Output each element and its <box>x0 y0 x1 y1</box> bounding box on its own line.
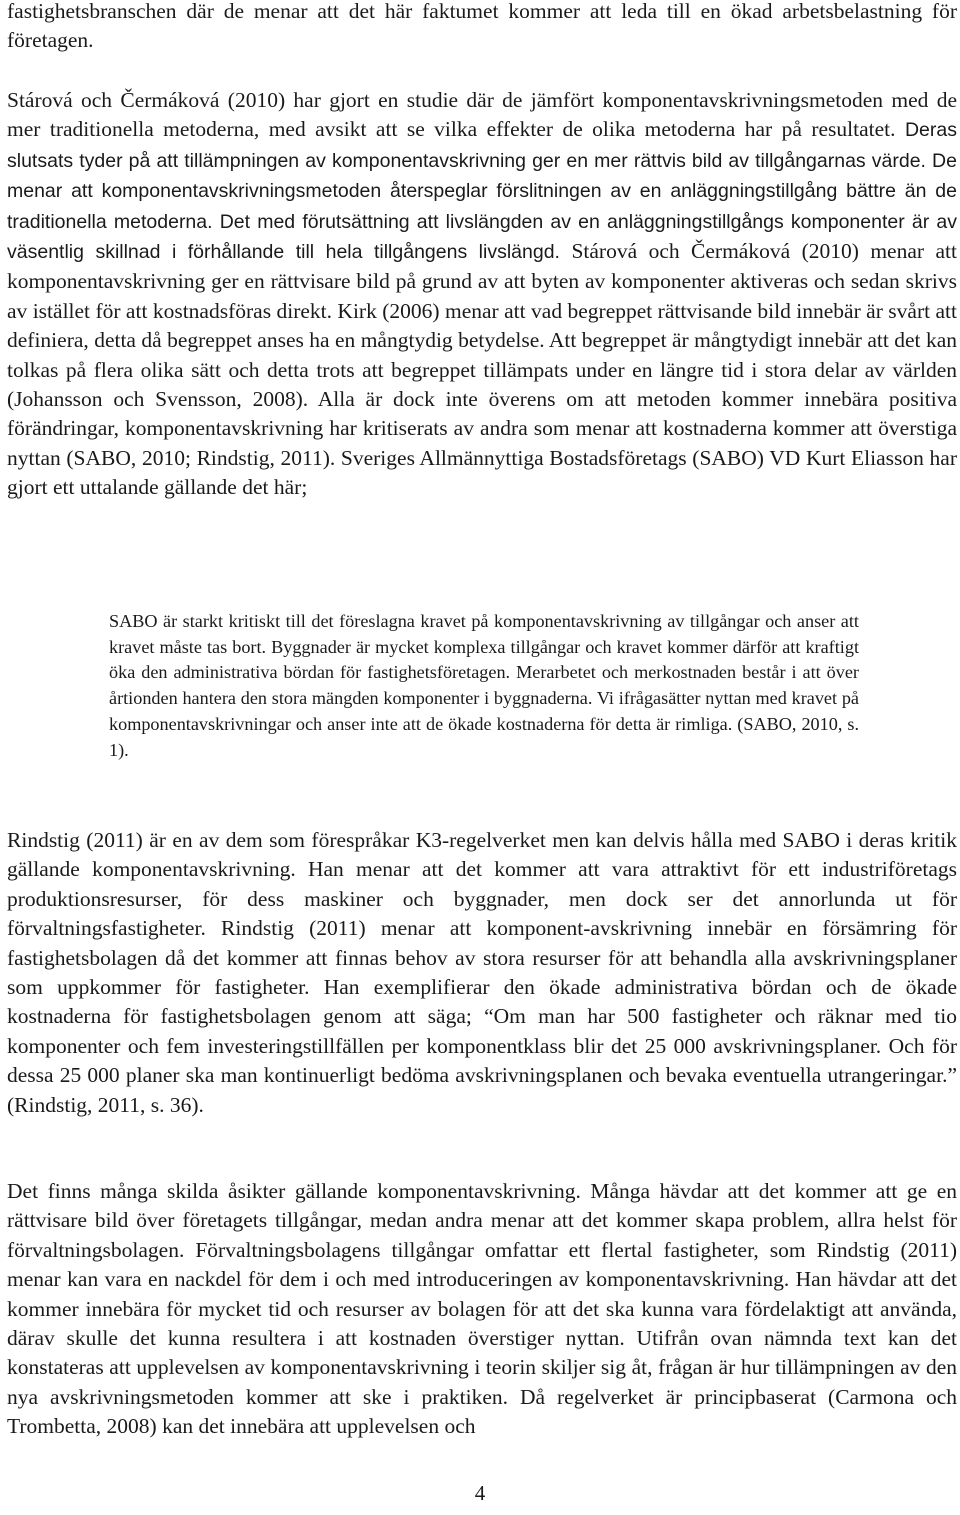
paragraph-starova-study <box>7 86 957 503</box>
paragraph-segment: Deras slutsats tyder på att tillämpningen av komponentavskrivning ger en mer rättvis bild av tillgångarnas värde. De menar att komponentavskrivningsmetoden återspeglar förslitningen av en anläggningstillgång bättre än de traditionella metoderna. Det med förutsättning att livslängden av en anläggningstillgångs komponenter är av väsentlig skillnad i förhållande till hela tillgångens livslängd. <box>7 119 957 264</box>
paragraph-segment: Stárová och Čermáková (2010) menar att komponentavskrivning ger en rättvisare bild på grund av att byten av komponenter aktiveras och sedan skrivs av istället för att kostnadsföras direkt. Kirk (2006) menar att vad begreppet rättvisande bild innebär är svårt att definiera, detta då begreppet anses ha en mångtydig betydelse. Att begreppet är mångtydigt innebär att det kan tolkas på flera olika sätt och detta trots att begreppet tillämpats under en längre tid i stora delar av världen (Johansson och Svensson, 2008). Alla är dock inte överens om att metoden kommer innebära positiva förändringar, komponentavskrivning har kritiserats av andra som menar att kostnaderna kommer att överstiga nyttan (SABO, 2010; Rindstig, 2011). Sveriges Allmännyttiga Bostadsföretags (SABO) VD Kurt Eliasson har gjort ett uttalande gällande det här; <box>7 239 957 500</box>
paragraph-summary: Det finns många skilda åsikter gällande komponentavskrivning. Många hävdar att det kommer att ge en rättvisare bild över företagets tillgångar, medan andra menar att det kommer skapa problem, allra helst för förvaltningsbolagen. Förvaltningsbolagens tillgångar omfattar ett flertal fastigheter, som Rindstig (2011) menar kan vara en nackdel för dem i och med introduceringen av komponentavskrivning. Han hävdar att det kommer innebära för mycket tid och resurser av bolagen för att det ska kunna vara fördelaktigt att använda, därav skulle det kunna resultera i att kostnaden överstiger nyttan. Utifrån ovan nämnda text kan det konstateras att upplevelsen av komponentavskrivning i teorin skiljer sig åt, frågan är hur tillämpningen av den nya avskrivningsmetoden kommer att ske i praktiken. Då regelverket är principbaserat (Carmona och Trombetta, 2008) kan det innebära att upplevelsen och <box>7 1179 957 1439</box>
block-quote-sabo: SABO är starkt kritiskt till det föreslagna kravet på komponentavskrivning av tillgångar och anser att kravet måste tas bort. Byggnader är mycket komplexa tillgångar och kravet kommer därför att kraftigt öka den administrativa bördan för fastighetsföretagen. Merarbetet och merkostnaden består i att över årtionden hantera den stora mängden komponenter i byggnaderna. Vi ifrågasätter nyttan med kravet på komponentavskrivningar och anser inte att de ökade kostnaderna för detta är rimliga. (SABO, 2010, s. 1). <box>109 611 859 760</box>
page-number: 4 <box>474 1481 486 1505</box>
paragraph-intro-continuation: fastighetsbranschen där de menar att det här faktumet kommer att leda till en ökad arbetsbelastning för företagen. <box>7 0 957 53</box>
paragraph-segment: Stárová och Čermáková (2010) har gjort en studie där de jämfört komponentavskrivningsmetoden med de mer traditionella metoderna, med avsikt att se vilka effekter de olika metoderna har på resultatet. <box>7 88 957 142</box>
paragraph-rindstig: Rindstig (2011) är en av dem som förespråkar K3-regelverket men kan delvis hålla med SABO i deras kritik gällande komponentavskrivning. Han menar att det kommer att vara attraktivt för ett industriföretags produktionsresurser, för dess maskiner och byggnader, men dock ser det annorlunda ut för förvaltningsfastigheter. Rindstig (2011) menar att komponent-avskrivning innebär en försämring för fastighetsbolagen då det kommer att finnas behov av stora resurser för att behandla alla avskrivningsplaner som uppkommer för fastigheter. Han exemplifierar den ökade administrativa bördan och de ökade kostnaderna för fastighetsbolagen genom att säga; “Om man har 500 fastigheter och räknar med tio komponenter och fem investeringstillfällen per komponentklass blir det 25 000 avskrivningsplaner. Och för dessa 25 000 planer ska man kontinuerligt bedöma avskrivningsplanen och bevaka eventuella utrangeringar.” (Rindstig, 2011, s. 36). <box>7 828 957 1117</box>
